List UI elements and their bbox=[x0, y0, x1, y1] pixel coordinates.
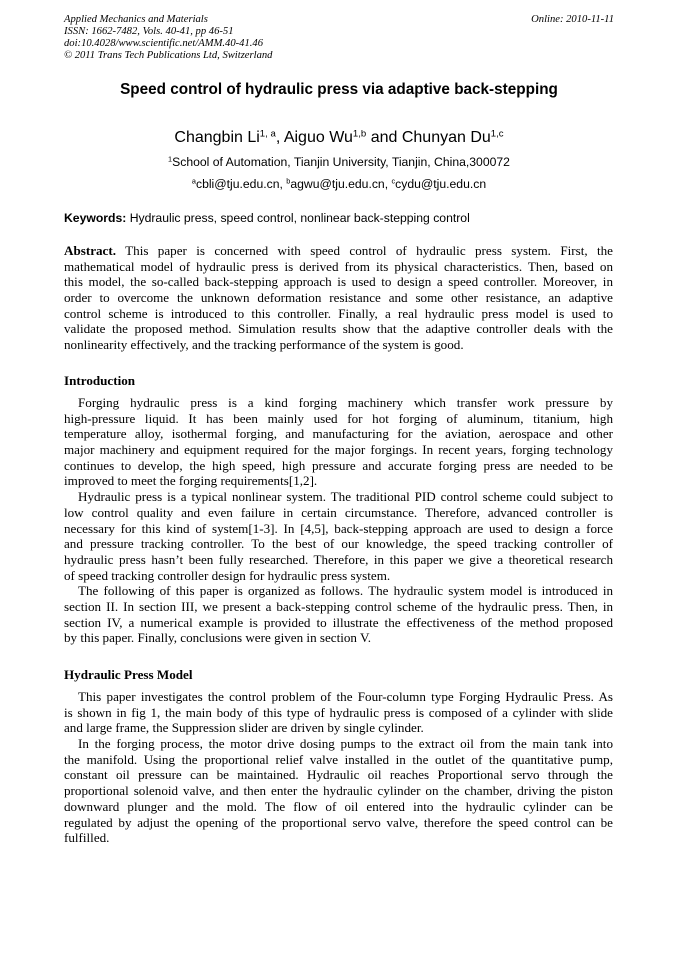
paragraph bbox=[64, 736, 613, 846]
line-text: order to overcome the unknown deformation resistance and some other resistance, an adaptive bbox=[64, 290, 613, 306]
emails bbox=[0, 177, 678, 191]
text-line bbox=[64, 552, 613, 568]
email: agwu@tju.edu.cn bbox=[290, 177, 385, 191]
email: cbli@tju.edu.cn bbox=[195, 177, 280, 191]
line-text: of speed tracking controller design for hydraulic press system. bbox=[64, 567, 391, 583]
section-heading-introduction: Introduction bbox=[64, 373, 136, 388]
author-sup: 1,c bbox=[490, 128, 504, 140]
line-text: This paper investigates the control problem of the Four-column type Forging Hydraulic Press. As bbox=[78, 689, 613, 704]
introduction-body bbox=[64, 395, 613, 646]
text-line bbox=[64, 274, 613, 290]
line-text: and pressure tracking controller. To the best of our knowledge, the speed tracking controller of bbox=[64, 536, 613, 552]
text-line bbox=[64, 583, 613, 599]
text-line bbox=[64, 259, 613, 275]
line-text: section II. In section III, we present a back-stepping control scheme of the hydraulic press. Then, in bbox=[64, 598, 613, 614]
line-text: continues to develop, the high speed, high pressure and accurate forging press are needed to be bbox=[64, 457, 613, 473]
online-date: Online: 2010-11-11 bbox=[531, 14, 614, 25]
text-line bbox=[64, 736, 613, 752]
text-line bbox=[64, 830, 613, 846]
copyright: © 2011 Trans Tech Publications Ltd, Switzerland bbox=[64, 50, 273, 61]
abstract bbox=[64, 243, 613, 353]
line-text: validate the proposed method. Simulation results show that the adaptive controller deals with the bbox=[64, 321, 613, 337]
text-line bbox=[64, 411, 613, 427]
paper-title: Speed control of hydraulic press via adaptive back-stepping bbox=[120, 81, 558, 98]
line-text: is shown in fig 1, the main body of this type of hydraulic press is composed of a cylinder with slide bbox=[64, 704, 613, 720]
text-line bbox=[64, 442, 613, 458]
author-sep: , bbox=[275, 129, 284, 146]
line-text: necessary for this kind of system[1-3]. In [4,5], back-stepping approach are used to design a force bbox=[64, 520, 613, 536]
author: Changbin Li bbox=[174, 129, 260, 146]
text-line bbox=[64, 473, 613, 489]
doi: doi:10.4028/www.scientific.net/AMM.40-41.46 bbox=[64, 38, 263, 49]
line-text: the manifold. Using the proportional relief valve installed in the outlet of the quantitative pump, bbox=[64, 751, 613, 767]
line-text: section IV, a numerical example is provided to illustrate the effectiveness of the method proposed bbox=[64, 614, 613, 630]
email-sup: a bbox=[191, 176, 196, 186]
line-text: low control quality and even failure in certain circumstance. Therefore, advanced controller is bbox=[64, 504, 613, 520]
line-text: proportional solenoid valve, and then enter the hydraulic cylinder on the chamber, driving the piston bbox=[64, 783, 613, 799]
email-sup: c bbox=[391, 176, 396, 186]
line-text: fulfilled. bbox=[64, 830, 110, 846]
author-sup: 1, a bbox=[259, 128, 276, 140]
text-line bbox=[64, 395, 613, 411]
paragraph bbox=[64, 583, 613, 646]
text-line bbox=[64, 615, 613, 631]
authors bbox=[0, 129, 678, 147]
text-line bbox=[64, 321, 613, 337]
paragraph bbox=[64, 489, 613, 583]
text-line bbox=[64, 489, 613, 505]
line-text: nonlinearity effectively, and the tracking performance of the system is good. bbox=[64, 337, 464, 353]
line-text: major machinery and equipment required for the major forgings. In recent years, forging technology bbox=[64, 442, 613, 458]
text-line bbox=[64, 767, 613, 783]
text-line bbox=[64, 426, 613, 442]
text-line bbox=[64, 630, 613, 646]
affiliation-sup: 1 bbox=[168, 154, 173, 164]
email-sup: b bbox=[286, 176, 291, 186]
text-line bbox=[64, 568, 613, 584]
line-text: This paper is concerned with speed control of hydraulic press system. First, the bbox=[116, 243, 613, 258]
text-line bbox=[64, 306, 613, 322]
author-sup: 1,b bbox=[352, 128, 367, 140]
model-body bbox=[64, 689, 613, 846]
text-line bbox=[64, 599, 613, 615]
line-text: control scheme is introduced to this controller. Finally, a real hydraulic press model is used to bbox=[64, 305, 613, 321]
text-line bbox=[64, 689, 613, 705]
text-line bbox=[64, 720, 613, 736]
abstract-label: Abstract. bbox=[64, 243, 116, 258]
journal-header bbox=[64, 14, 272, 62]
line-text: high-pressure liquid. It has been mainly used for hot forging of aluminum, titanium, high bbox=[64, 410, 613, 426]
author: Chunyan Du bbox=[401, 129, 491, 146]
line-text: The following of this paper is organized as follows. The hydraulic system model is introduced in bbox=[78, 583, 613, 599]
keywords-label: Keywords: bbox=[64, 211, 127, 225]
line-text: mathematical model of hydraulic press is derived from its physical characteristics. Then, based on bbox=[64, 258, 613, 274]
issn: ISSN: 1662-7482, Vols. 40-41, pp 46-51 bbox=[64, 26, 234, 37]
text-line bbox=[64, 783, 613, 799]
line-text: this model, the so-called back-stepping approach is used to design a speed controller. Moreover, in bbox=[64, 274, 613, 290]
text-line bbox=[64, 815, 613, 831]
text-line bbox=[64, 243, 613, 259]
text-line bbox=[64, 752, 613, 768]
text-line bbox=[64, 521, 613, 537]
line-text: regulated by adjust the opening of the proportional servo valve, therefore the speed control can be bbox=[64, 814, 613, 830]
email: cydu@tju.edu.cn bbox=[395, 177, 487, 191]
paragraph bbox=[64, 243, 613, 353]
journal-name: Applied Mechanics and Materials bbox=[64, 14, 208, 25]
email-sep: , bbox=[384, 177, 392, 191]
paragraph bbox=[64, 689, 613, 736]
line-text: Hydraulic press is a typical nonlinear system. The traditional PID control scheme could subject to bbox=[78, 489, 613, 505]
email-sep: , bbox=[279, 177, 287, 191]
line-text: hydraulic press hasn’t been fully researched. Therefore, in this paper we give a theoretical research bbox=[64, 551, 613, 567]
paragraph bbox=[64, 395, 613, 489]
affiliation bbox=[0, 155, 678, 169]
line-text: In the forging process, the motor drive dosing pumps to the extract oil from the main tank into bbox=[78, 736, 613, 752]
text-line bbox=[64, 290, 613, 306]
line-text: constant oil pressure can be maintained. Hydraulic oil reaches Proportional servo through the bbox=[64, 767, 613, 783]
line-text: improved to meet the forging requirements[1,2]. bbox=[64, 473, 318, 489]
line-text: by this paper. Finally, conclusions were given in section V. bbox=[64, 630, 372, 646]
section-heading-model: Hydraulic Press Model bbox=[64, 667, 193, 682]
text-line bbox=[64, 458, 613, 474]
keywords-text: Hydraulic press, speed control, nonlinear back-stepping control bbox=[126, 211, 470, 225]
keywords bbox=[64, 211, 470, 225]
text-line bbox=[64, 705, 613, 721]
line-text: and large frame, the Suppression slider are driven by single cylinder. bbox=[64, 720, 424, 736]
text-line bbox=[64, 337, 613, 353]
text-line bbox=[64, 536, 613, 552]
text-line bbox=[64, 505, 613, 521]
text-line bbox=[64, 799, 613, 815]
author: Aiguo Wu bbox=[283, 129, 353, 146]
author-sep: and bbox=[366, 129, 402, 146]
line-text: Forging hydraulic press is a kind forging machinery which transfer work pressure by bbox=[78, 395, 613, 410]
affiliation-text: School of Automation, Tianjin University, Tianjin, China,300072 bbox=[172, 155, 510, 169]
line-text: downward plunger and the mold. The flow of oil entered into the hydraulic cylinder can be bbox=[64, 798, 613, 814]
line-text: temperature alloy, isothermal forging, and manufacturing for the aviation, aerospace and other bbox=[64, 426, 613, 442]
